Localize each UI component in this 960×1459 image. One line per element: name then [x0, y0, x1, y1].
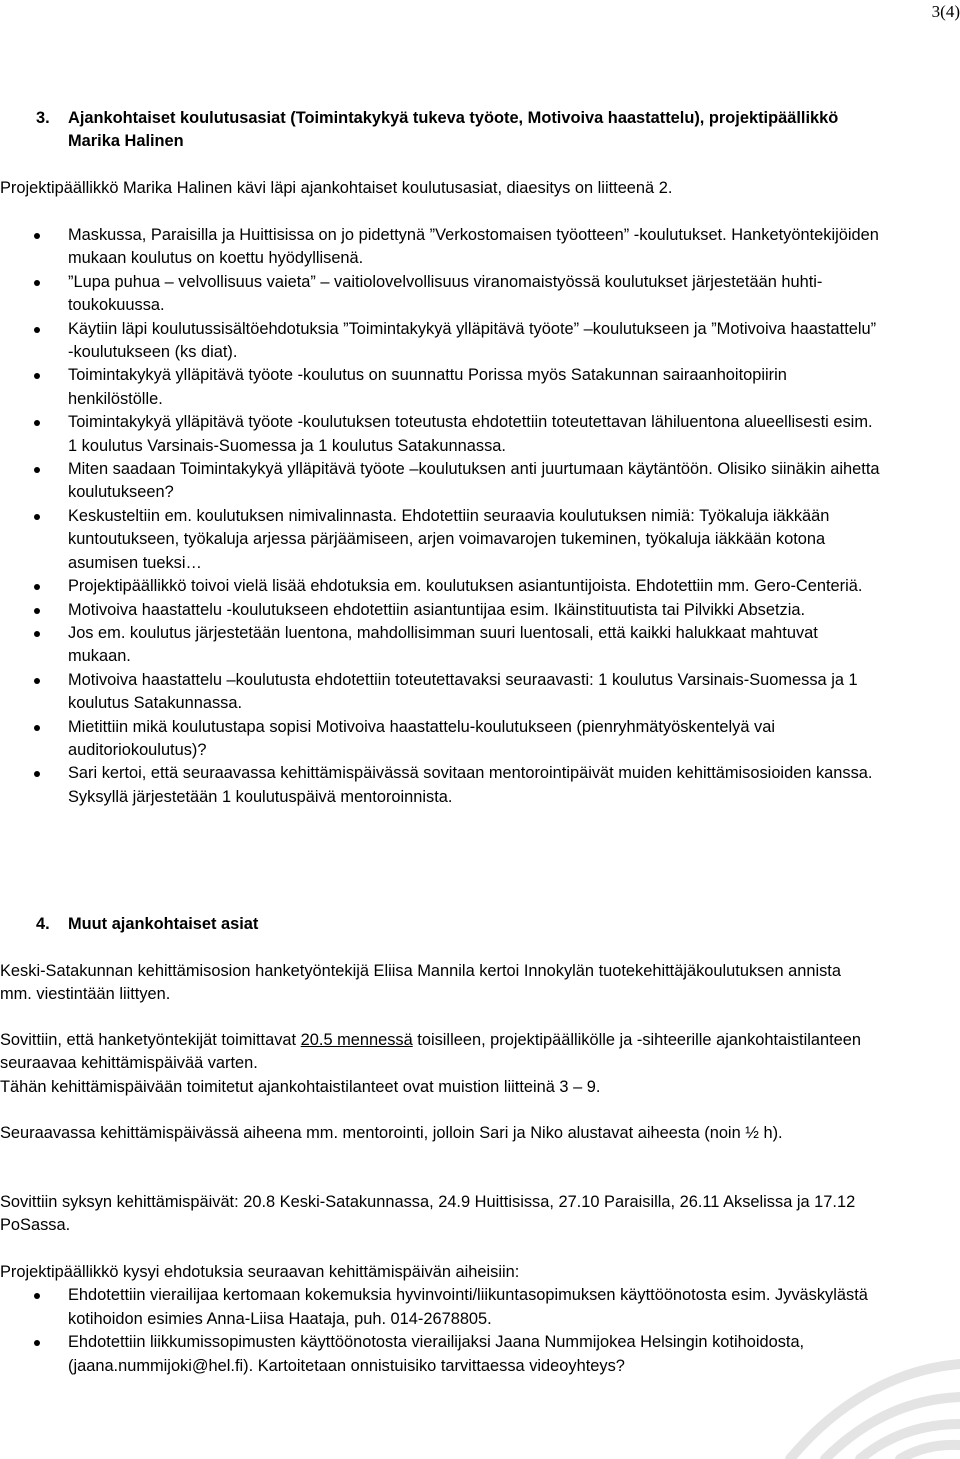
- section-4-paragraph-5-block: [0, 1191, 880, 1238]
- section-4-paragraph-1-block: [0, 960, 870, 1007]
- list-item: Ehdotettiin vierailijaa kertomaan kokemuksia hyvinvointi/liikuntasopimuksen käyttöönotosta esim. Jyväskylästä kotihoidon esimies Anna-Liisa Haataja, puh. 014-2678805.: [0, 1284, 880, 1331]
- section-4-paragraph-1: Keski-Satakunnan kehittämisosion hanketyöntekijä Eliisa Mannila kertoi Innokylän tuotekehittäjäkoulutuksen annista mm. viestintään liittyen.: [0, 962, 841, 1004]
- section-3-number: 3.: [36, 109, 50, 127]
- section-3-bullets-block: [0, 224, 880, 809]
- section-3-intro-block: [0, 177, 880, 200]
- list-item: Motivoiva haastattelu –koulutusta ehdotettiin toteutettavaksi seuraavasti: 1 koulutus Varsinais-Suomessa ja 1 koulutus Satakunnassa.: [0, 669, 880, 716]
- list-item: Maskussa, Paraisilla ja Huittisissa on jo pidettynä ”Verkostomaisen työotteen” -koulutukset. Hanketyöntekijöiden mukaan koulutus on koettu hyödyllisenä.: [0, 224, 880, 271]
- list-item: Toimintakykyä ylläpitävä työote -koulutus on suunnattu Porissa myös Satakunnan sairaanhoitopiirin henkilöstölle.: [0, 364, 880, 411]
- paragraph-2-text-end: toisilleen, projektipäällikölle ja -sihteerille ajankohtaistilanteen seuraavaa kehittämispäivää varten.: [0, 1031, 861, 1073]
- list-item: Ehdotettiin liikkumissopimusten käyttöönotosta vierailijaksi Jaana Nummijokea Helsingin kotihoidosta, (jaana.nummijoki@hel.fi). Kartoitetaan onnistuisiko tarvittaessa videoyhteys?: [0, 1331, 880, 1378]
- list-item: Käytiin läpi koulutussisältöehdotuksia ”Toimintakykyä ylläpitävä työote” –koulutukseen ja ”Motivoiva haastattelu” -koulutukseen (ks diat).: [0, 318, 880, 365]
- section-4-paragraph-4: Seuraavassa kehittämispäivässä aiheena mm. mentorointi, jolloin Sari ja Niko alustavat aiheesta (noin ½ h).: [0, 1124, 783, 1142]
- list-item: Motivoiva haastattelu -koulutukseen ehdotettiin asiantuntijaa esim. Ikäinstituutista tai Pilvikki Absetzia.: [0, 599, 880, 622]
- section-4-paragraph-3: Tähän kehittämispäivään toimitetut ajankohtaistilanteet ovat muistion liitteinä 3 – 9.: [0, 1077, 601, 1096]
- list-item: Jos em. koulutus järjestetään luentona, mahdollisimman suuri luentosali, että kaikki halukkaat mahtuvat mukaan.: [0, 622, 880, 669]
- deadline-underlined: 20.5 mennessä: [300, 1031, 413, 1049]
- list-item: Toimintakykyä ylläpitävä työote -koulutuksen toteutusta ehdotettiin toteutettavan lähiluentona alueellisesti esim. 1 koulutus Varsinais-Suomessa ja 1 koulutus Satakunnassa.: [0, 411, 880, 458]
- list-item: Mietittiin mikä koulutustapa sopisi Motivoiva haastattelu-koulutukseen (pienryhmätyöskentelyä vai auditoriokoulutus)?: [0, 716, 880, 763]
- section-4-paragraph-2: [0, 1029, 890, 1076]
- section-3-title: Ajankohtaiset koulutusasiat (Toimintakykyä tukeva työote, Motivoiva haastattelu), projektipäällikkö Marika Halinen: [68, 109, 839, 151]
- list-item: Miten saadaan Toimintakykyä ylläpitävä työote –koulutuksen anti juurtumaan käytäntöön. Olisiko siinäkin aihetta koulutukseen?: [0, 458, 880, 505]
- section-3-heading: [0, 107, 880, 154]
- list-item: Sari kertoi, että seuraavassa kehittämispäivässä sovitaan mentorointipäivät muiden kehittämisosioiden kanssa. Syksyllä järjestetään 1 koulutuspäivä mentoroinnista.: [0, 762, 880, 809]
- page-number: 3(4): [931, 2, 960, 21]
- section-4-paragraph-6-block: [0, 1261, 880, 1378]
- list-item: Keskusteltiin em. koulutuksen nimivalinnasta. Ehdotettiin seuraavia koulutuksen nimiä: Työkaluja iäkkään kuntoutukseen, työkaluja arjessa pärjäämiseen, arjen voimavarojen tukeminen, työkaluja iäkkään kotona asumisen tueksi…: [0, 505, 880, 575]
- section-4-paragraph-2-block: [0, 1029, 890, 1099]
- list-item: ”Lupa puhua – velvollisuus vaieta” – vaitiolovelvollisuus viranomaistyössä koulutukset järjestetään huhti-toukokuussa.: [0, 271, 880, 318]
- section-3-intro: Projektipäällikkö Marika Halinen kävi läpi ajankohtaiset koulutusasiat, diaesitys on liitteenä 2.: [0, 179, 673, 197]
- section-4-heading: [0, 913, 880, 936]
- paragraph-2-text-start: Sovittiin, että hanketyöntekijät toimittavat: [0, 1031, 301, 1049]
- section-4-number: 4.: [36, 915, 50, 933]
- section-4-paragraph-5: Sovittiin syksyn kehittämispäivät: 20.8 Keski-Satakunnassa, 24.9 Huittisissa, 27.10 Paraisilla, 26.11 Akselissa ja 17.12 PoSassa.: [0, 1193, 856, 1235]
- section-4-title: Muut ajankohtaiset asiat: [68, 915, 259, 933]
- section-4-bullet-list: [0, 1284, 880, 1378]
- section-4-paragraph-6: Projektipäällikkö kysyi ehdotuksia seuraavan kehittämispäivän aiheisiin:: [0, 1263, 520, 1281]
- section-3-bullet-list: [0, 224, 880, 809]
- list-item: Projektipäällikkö toivoi vielä lisää ehdotuksia em. koulutuksen asiantuntijoista. Ehdotettiin mm. Gero-Centeriä.: [0, 575, 880, 598]
- section-4-paragraph-4-block: [0, 1122, 880, 1145]
